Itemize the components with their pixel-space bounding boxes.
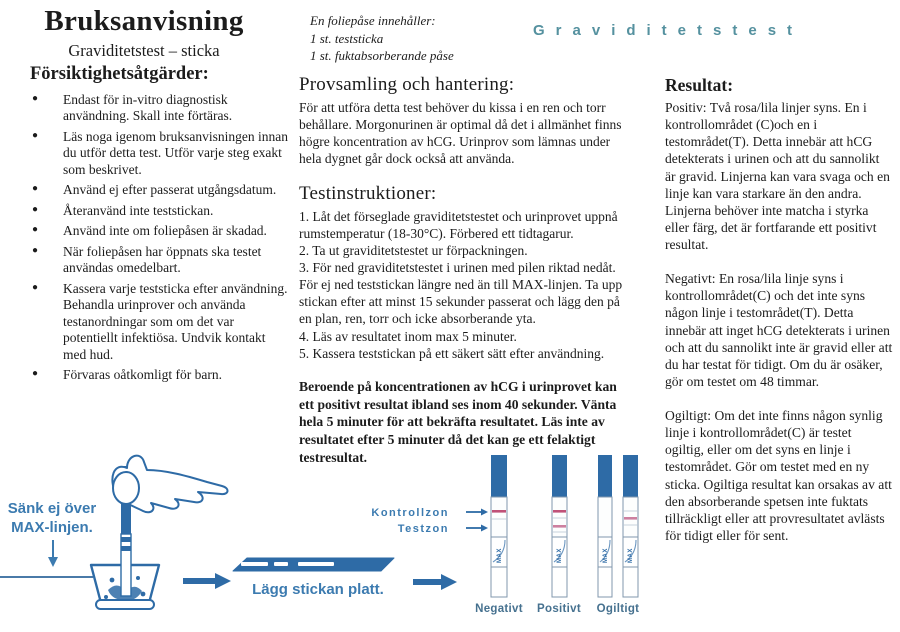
- max-mark: MAX: [628, 548, 634, 563]
- strip-label-positive: Positivt: [537, 603, 581, 615]
- page-subtitle: Graviditetstest – sticka: [68, 40, 220, 60]
- result-positive-text: Positiv: Två rosa/lila linjer syns. En i kontrollområdet (C)och en i testområdet(T). Detta innebär att hCG detekterats i urinen och att du sannolikt är gravid. Linjerna kan vara svaga och en linje kan vara starkare än den andra. Linjerna behöver inte matcha i styrka eller färg, det är fortfarande ett positivt resultat.: [665, 100, 890, 253]
- package-contents: [310, 12, 454, 65]
- instruction-step: 4. Läs av resultatet inom max 5 minuter.: [299, 328, 517, 344]
- precaution-item: ● Kassera varje teststicka efter användning. Behandla urinprover och använda testanordningar som om det var potentiellt infektiösa. Undvik kontakt med hud.: [8, 281, 290, 363]
- package-contents-intro: En foliepåse innehåller:: [310, 13, 436, 28]
- package-contents-item: 1 st. fuktabsorberande påse: [310, 48, 454, 64]
- precaution-item: ● Endast för in-vitro diagnostisk användning. Skall inte förtäras.: [8, 92, 290, 125]
- usage-diagram: [0, 430, 900, 632]
- strip-negative: [491, 455, 507, 597]
- hand-icon: [112, 456, 227, 513]
- precaution-item: ● När foliepåsen har öppnats ska testet användas omedelbart.: [8, 244, 290, 277]
- dip-label-line1: Sänk ej över: [7, 500, 97, 517]
- max-mark: MAX: [497, 548, 503, 563]
- flat-test-stick: [233, 558, 394, 571]
- strip-invalid-blank: [598, 455, 612, 597]
- title-block: [28, 6, 260, 61]
- middle-column: [299, 74, 635, 466]
- instruction-step: 2. Ta ut graviditetstestet ur förpackningen.: [299, 242, 528, 258]
- zone-pointer-icon: [466, 509, 488, 532]
- down-arrow-icon: [48, 540, 58, 567]
- flat-label: Lägg stickan platt.: [252, 581, 384, 598]
- instructions-heading: Testinstruktioner:: [299, 182, 437, 204]
- strip-label-invalid: Ogiltigt: [596, 603, 640, 615]
- test-zone-label: Testzon: [397, 523, 449, 535]
- sampling-heading: Provsamling och hantering:: [299, 74, 515, 95]
- strip-invalid-testline: [623, 455, 638, 597]
- package-contents-item: 1 st. teststicka: [310, 30, 384, 46]
- max-mark: MAX: [557, 548, 563, 563]
- instruction-step: 5. Kassera teststickan på ett säkert sätt efter användning.: [299, 345, 605, 361]
- instruction-steps: [299, 208, 635, 362]
- precaution-item: ● Läs noga igenom bruksanvisningen innan du utför detta test. Utför varje steg exakt som beskrivet.: [8, 129, 290, 178]
- step-arrow-icon: [413, 574, 457, 590]
- precaution-item: ● Förvaras oåtkomligt för barn.: [8, 367, 290, 383]
- sampling-body: För att utföra detta test behöver du kissa i en ren och torr behållare. Morgonurinen är optimal då det i allmänhet finns högre koncentration av hCG. Urinprov som lämnas under hela dygnet går dock också att använda.: [299, 100, 622, 167]
- brand-wordmark: Graviditetstest: [533, 22, 804, 39]
- control-zone-label: Kontrollzon: [371, 507, 449, 519]
- precaution-item: ● Använd inte om foliepåsen är skadad.: [8, 223, 290, 239]
- timing-warning: Beroende på koncentrationen av hCG i urinprovet kan ett positivt resultat ibland ses inom 40 sekunder. Vänta hela 5 minuter för att bekräfta resultatet. Läs inte av resultatet efter 5 minuter då det kan ge ett felaktigt testresultat.: [299, 378, 617, 465]
- precautions-list: [8, 92, 290, 388]
- strip-label-negative: Negativt: [475, 603, 523, 615]
- results-heading: Resultat:: [665, 75, 734, 95]
- strip-positive: [552, 455, 567, 597]
- max-mark: MAX: [603, 548, 609, 563]
- step-arrow-icon: [183, 573, 231, 589]
- instruction-step: 3. För ned graviditetstestet i urinen med pilen riktad nedåt. För ej ned teststickan längre ned än till MAX-linjen. Ta upp stickan efter att minst 15 sekunder passerat och lägg den på en plan, ren, torr och icke absorberande yta.: [299, 259, 623, 327]
- precautions-heading: Försiktighetsåtgärder:: [30, 64, 209, 84]
- result-negative-text: Negativt: En rosa/lila linje syns i kontrollområdet(C) och det inte syns någon linje i testområdet(T). Detta innebär att inget hCG detekterats i urinen och att du sannolikt inte är gravid eller att du har testat för tidigt. Om du är osäker, gör om testet om 48 timmar.: [665, 271, 893, 389]
- precaution-item: ● Använd ej efter passerat utgångsdatum.: [8, 182, 290, 198]
- result-invalid-text: Ogiltigt: Om det inte finns någon synlig linje i kontrollområdet(C) är testet ogiltig, eller om det syns en linje i testområdet. Gör om testet med en ny sticka. Ogiltiga resultat kan orsakas av att den absorberande spetsen inte fuktats tillräckligt eller att provresultatet avlästs för tidigt eller för sent.: [665, 408, 892, 543]
- dip-label-line2: MAX-linjen.: [11, 519, 93, 536]
- precaution-item: ● Återanvänd inte teststickan.: [8, 203, 290, 219]
- instruction-step: 1. Låt det förseglade graviditetstestet och urinprovet uppnå rumstemperatur (18-30°C). Förbered ett tidtagarur.: [299, 208, 618, 241]
- page-title: Bruksanvisning: [44, 5, 244, 37]
